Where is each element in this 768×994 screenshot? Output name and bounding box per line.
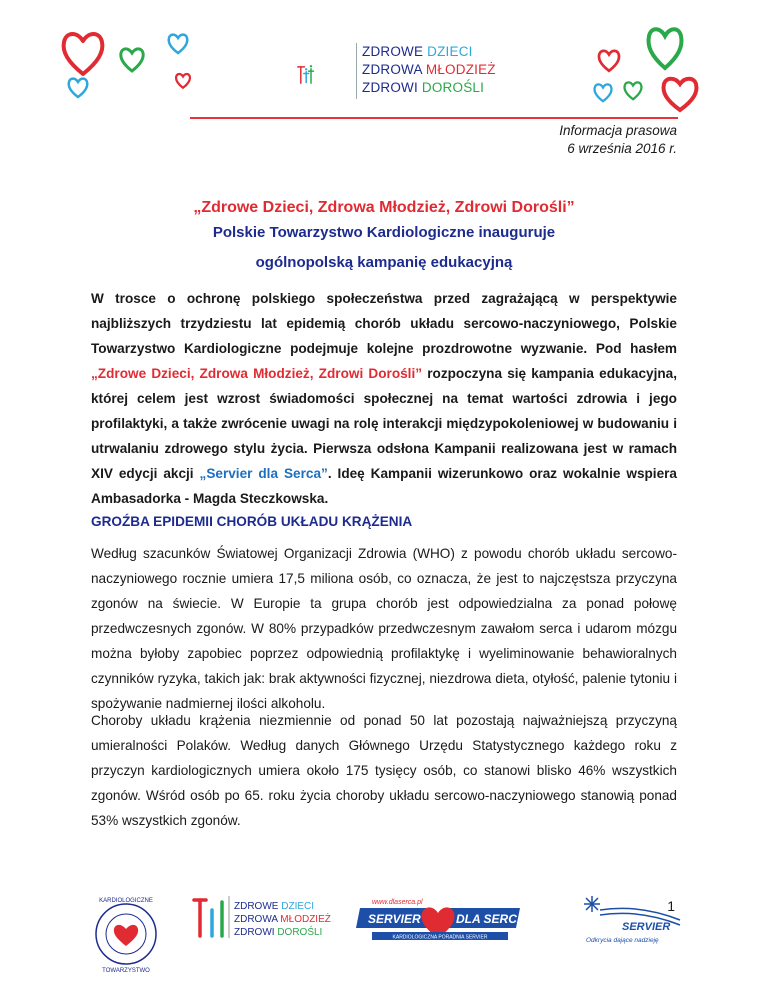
logo-word: MŁODZIEŻ bbox=[425, 62, 496, 77]
main-title: „Zdrowe Dzieci, Zdrowa Młodzież, Zdrowi Dorośli” bbox=[193, 199, 575, 216]
sds-right: DLA SERCA bbox=[456, 912, 526, 926]
logo-word: DOROŚLI bbox=[421, 80, 485, 95]
header-divider bbox=[190, 117, 678, 119]
blue-heart-icon bbox=[592, 82, 614, 104]
red-heart-icon bbox=[60, 28, 106, 78]
blue-heart-icon bbox=[66, 76, 90, 100]
green-heart-icon bbox=[645, 24, 685, 72]
ptk-seal-logo bbox=[96, 898, 156, 974]
lead-text: . Ideę Kampanii wizerunkowo oraz wokalnie wspiera Ambasadorka - Magda Steczkowska. bbox=[91, 466, 677, 506]
red-heart-icon bbox=[596, 48, 622, 74]
red-heart-icon bbox=[174, 72, 192, 90]
logo-word: ZDROWI bbox=[362, 80, 418, 95]
ptk-seal-text: TOWARZYSTWO bbox=[102, 968, 150, 974]
body-paragraph: Choroby układu krążenia niezmiennie od ponad 50 lat pozostają najważniejszą przyczyną umieralności Polaków. Według danych Głównego Urzędu Statystycznego każdego roku z przyczyn kardiologicznych umiera około 175 tysięcy osób, co stanowi blisko 46% wszystkich zgonów. Wśród osób po 65. roku życia choroby układu sercowo-naczyniowego stanowią ponad 53% wszystkich zgonów. bbox=[91, 713, 677, 828]
servier-dla-serca-logo bbox=[356, 899, 526, 941]
subtitle-line-2: ogólnopolską kampanię edukacyjną bbox=[255, 254, 513, 271]
sds-url: www.dlaserca.pl bbox=[372, 899, 423, 906]
logo-word: ZDROWE bbox=[362, 44, 424, 59]
body-paragraph: Według szacunków Światowej Organizacji Zdrowia (WHO) z powodu chorób układu sercowo-naczyniowego rocznie umiera 17,5 miliona osób, co oznacza, że jest to najczęstsza przyczyna zgonów na świecie. W Europie ta grupa chorób jest odpowiedzialna za ponad połowę przedwczesnych zgonów. W 80% przypadków przedwczesnym zawałom serca i udarom mózgu można byłoby zapobiec poprzez odpowiednią profilaktykę i wyeliminowanie behawioralnych czynników ryzyka, takich jak: brak aktywności fizycznej, niezdrowa dieta, otyłość, palenie tytoniu i spożywanie nadmiernej ilości alkoholu. bbox=[91, 546, 677, 711]
section-heading: GROŹBA EPIDEMII CHORÓB UKŁADU KRĄŻENIA bbox=[91, 514, 413, 529]
green-heart-icon bbox=[118, 46, 146, 74]
servier-logo bbox=[584, 896, 680, 944]
slogan-highlight: „Zdrowe Dzieci, Zdrowa Młodzież, Zdrowi Dorośli” bbox=[91, 366, 423, 381]
logo-word: DZIECI bbox=[427, 44, 473, 59]
press-label: Informacja prasowa bbox=[559, 123, 677, 138]
lead-text: rozpoczyna się kampania edukacyjna, której celem jest wzrost świadomości społecznej na temat wartości zdrowia i jego profilaktyki, a także zwrócenie uwagi na rolę interakcji międzypokoleniowej w budowaniu i utrwalaniu zdrowego stylu życia. Pierwsza odsłona Kampanii realizowana jest w ramach XIV edycji akcji bbox=[91, 366, 677, 481]
green-heart-icon bbox=[622, 80, 644, 102]
press-release-label bbox=[559, 122, 677, 158]
campaign-small-logo bbox=[194, 896, 331, 938]
sds-left: SERVIER bbox=[368, 912, 421, 926]
lead-text: W trosce o ochronę polskiego społeczeństwa przed zagrażającą w perspektywie najbliższych trzydziestu lat epidemią chorób układu sercowo-naczyniowego, Polskie Towarzystwo Kardiologiczne podejmuje kolejne prozdrowotne wyzwanie. Pod hasłem bbox=[91, 291, 677, 356]
footer-logos bbox=[0, 880, 768, 980]
servier-tagline: Odkrycia dające nadzieję bbox=[586, 937, 659, 944]
svg-text:ZDROWA MŁODZIEŻ: ZDROWA MŁODZIEŻ bbox=[234, 914, 331, 925]
campaign-logo-figures-icon bbox=[296, 40, 356, 110]
logo-separator bbox=[356, 43, 357, 99]
campaign-logo-text bbox=[362, 43, 496, 97]
red-heart-icon bbox=[660, 74, 700, 114]
logo-word: ZDROWA bbox=[362, 62, 422, 77]
svg-text:ZDROWI DOROŚLI: ZDROWI DOROŚLI bbox=[234, 927, 323, 938]
servier-name: SERVIER bbox=[622, 921, 671, 933]
blue-heart-icon bbox=[166, 32, 190, 56]
press-date: 6 września 2016 r. bbox=[567, 141, 677, 156]
ptk-seal-text: KARDIOLOGICZNE bbox=[99, 898, 153, 904]
sds-sub: KARDIOLOGICZNA PORADNIA SERVIER bbox=[392, 934, 488, 941]
page-number: 1 bbox=[667, 898, 675, 914]
subtitle-line-1: Polskie Towarzystwo Kardiologiczne inauguruje bbox=[212, 224, 556, 241]
lead-paragraph bbox=[91, 286, 677, 511]
action-highlight: „Servier dla Serca” bbox=[199, 466, 328, 481]
svg-text:ZDROWE DZIECI: ZDROWE DZIECI bbox=[234, 901, 315, 912]
